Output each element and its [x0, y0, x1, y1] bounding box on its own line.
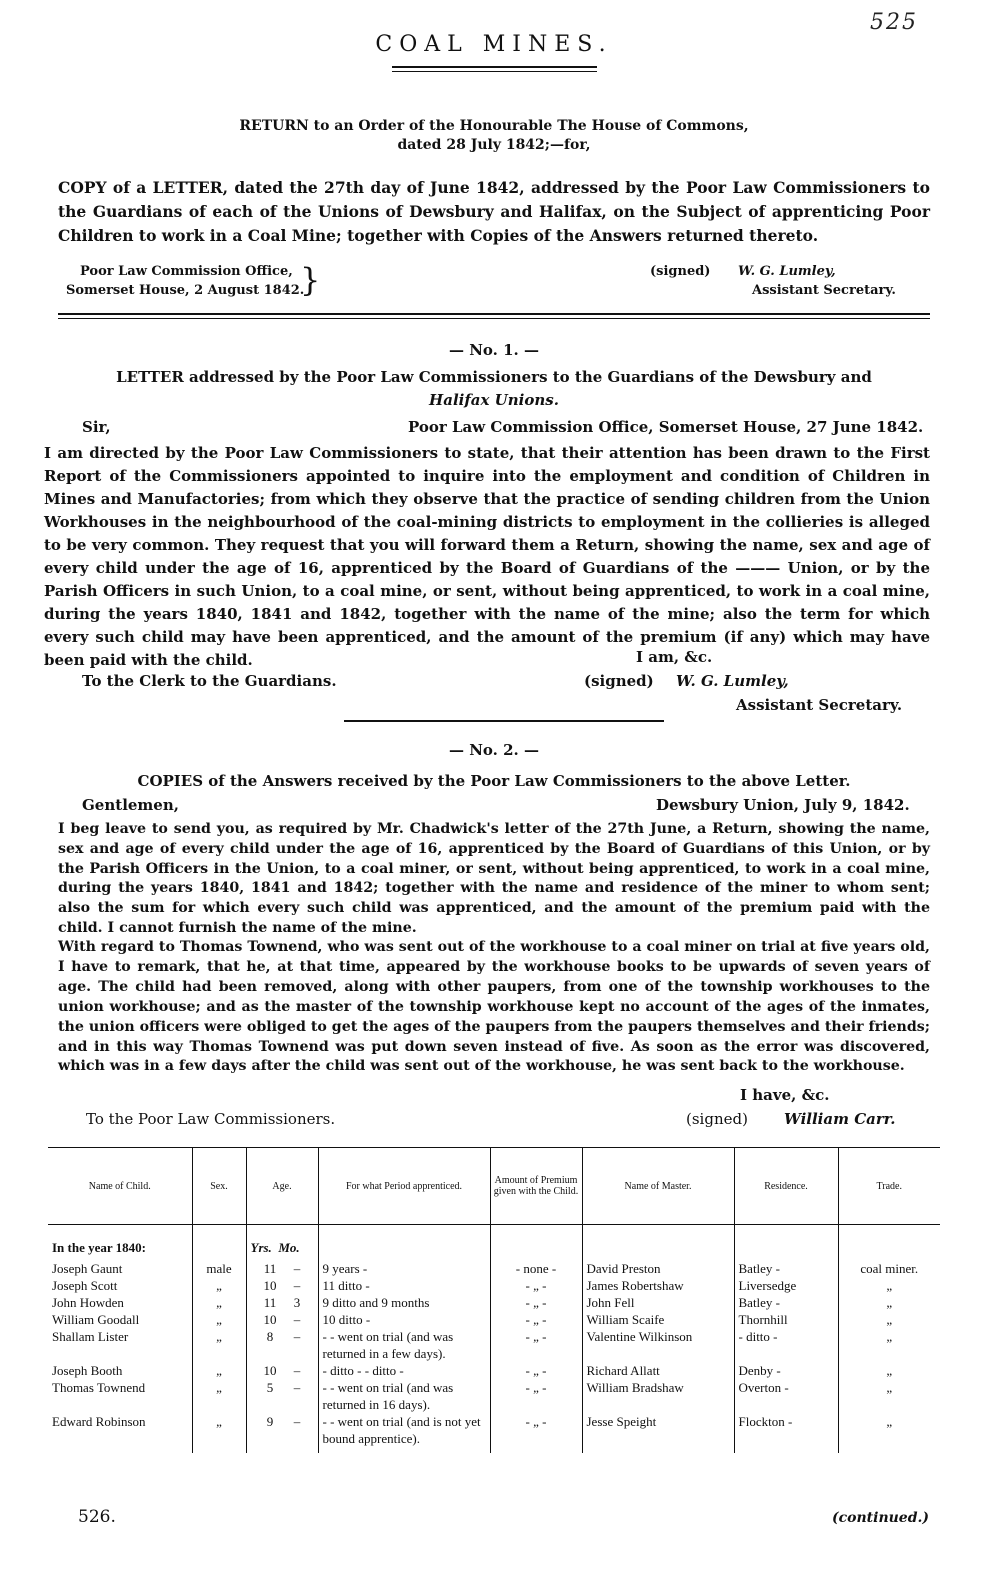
letter2-place-date: Dewsbury Union, July 9, 1842. [656, 796, 910, 814]
cell-age [246, 1311, 318, 1328]
cell-sex: „ [192, 1413, 246, 1453]
cell-name: Thomas Townend [52, 1380, 146, 1395]
cell-trade: „ [838, 1328, 940, 1362]
cell-residence: Thornhill [734, 1311, 838, 1328]
cell-master: Richard Allatt [582, 1362, 734, 1379]
cell-name: Shallam Lister [52, 1329, 129, 1344]
cell-premium: - none - [490, 1260, 582, 1277]
copy-paragraph: COPY of a LETTER, dated the 27th day of June 1842, addressed by the Poor Law Commissioners to the Guardians of each of the Unions of Dewsbury and Halifax, on the Subject of apprenticing Poor Children to work in a Coal Mine; together with Copies of the Answers returned thereto. [58, 178, 930, 245]
cell-age [246, 1413, 318, 1453]
no2-heading: — No. 2. — [449, 741, 539, 759]
title-rule-bottom [392, 71, 597, 72]
header-signer-title: Assistant Secretary. [752, 283, 896, 298]
section-rule-top [58, 313, 930, 315]
cell-trade: coal miner. [838, 1260, 940, 1277]
age-years: 9 [266, 1414, 274, 1429]
letter2-paragraph-2: With regard to Thomas Townend, who was sent out of the workhouse to a coal miner on trial at five years old, I have to remark, that he, at that time, appeared by the workhouse books to be upwards of seven years of age. The child had been removed, along with other paupers, from one of the township workhouses to the union workhouse; and as the master of the township workhouse kept no account of the ages of the inmates, the union officers were obliged to get the ages of the paupers from the paupers themselves and their friends; and in this way Thomas Townend was put down seven instead of five. As soon as the error was discovered, which was in a few days after the child was sent out of the workhouse, he was sent back to the workhouse. [58, 939, 930, 1075]
letter1-signed: (signed) [584, 672, 654, 690]
header-name-of-child: Name of Child. [48, 1148, 192, 1225]
letter1-addressee: To the Clerk to the Guardians. [82, 672, 337, 690]
cell-master: Jesse Speight [582, 1413, 734, 1453]
cell-trade: „ [838, 1294, 940, 1311]
cell-premium: - „ - [490, 1362, 582, 1379]
cell-premium: - „ - [490, 1311, 582, 1328]
cell-period: 9 years - [318, 1260, 490, 1277]
letter1-heading-line1: LETTER addressed by the Poor Law Commissioners to the Guardians of the Dewsbury and [116, 368, 872, 386]
age-years: 10 [263, 1363, 277, 1378]
cell-period: 11 ditto - [318, 1277, 490, 1294]
cell-master: Valentine Wilkinson [582, 1328, 734, 1362]
cell-residence: Liversedge [734, 1277, 838, 1294]
age-years: 11 [263, 1295, 277, 1310]
cell-age [246, 1277, 318, 1294]
page-title: COAL MINES. [375, 32, 613, 57]
no1-heading: — No. 1. — [449, 341, 539, 359]
age-months: – [293, 1278, 301, 1293]
cell-trade: „ [838, 1379, 940, 1413]
cell-master: David Preston [582, 1260, 734, 1277]
letter2-signer: William Carr. [784, 1110, 896, 1128]
cell-age [246, 1260, 318, 1277]
letter2-addressee: To the Poor Law Commissioners. [86, 1110, 336, 1128]
age-months: – [293, 1329, 301, 1344]
header-signed: (signed) [650, 264, 711, 279]
return-order-line1: RETURN to an Order of the Honourable The House of Commons, [239, 118, 749, 134]
cell-master: William Scaife [582, 1311, 734, 1328]
cell-name: William Goodall [52, 1312, 140, 1327]
cell-premium: - „ - [490, 1328, 582, 1362]
cell-premium: - „ - [490, 1277, 582, 1294]
age-years: 10 [263, 1278, 277, 1293]
cell-name: Joseph Gaunt [52, 1261, 123, 1276]
age-months: 3 [293, 1295, 301, 1310]
header-age: Age. [246, 1148, 318, 1225]
cell-period: 10 ditto - [318, 1311, 490, 1328]
page-number: 526. [78, 1507, 116, 1527]
age-months: – [293, 1261, 301, 1276]
table-year-row [48, 1235, 940, 1260]
age-months: – [293, 1414, 301, 1429]
header-brace: } [300, 261, 321, 299]
letter1-closing: I am, &c. [636, 648, 713, 666]
header-master: Name of Master. [582, 1148, 734, 1225]
table-row [48, 1277, 940, 1294]
age-months: – [293, 1312, 301, 1327]
age-years: 5 [266, 1380, 274, 1395]
apprentices-table [48, 1147, 940, 1453]
letter1-place-date: Poor Law Commission Office, Somerset House, 27 June 1842. [408, 418, 924, 436]
cell-period: - ditto - - ditto - [318, 1362, 490, 1379]
cell-trade: „ [838, 1311, 940, 1328]
copies-heading: COPIES of the Answers received by the Poor Law Commissioners to the above Letter. [137, 772, 851, 790]
header-premium: Amount of Premium given with the Child. [490, 1148, 582, 1225]
header-office-line2: Somerset House, 2 August 1842. [66, 283, 305, 298]
cell-trade: „ [838, 1413, 940, 1453]
cell-sex: „ [192, 1311, 246, 1328]
section-rule-bottom [58, 318, 930, 319]
cell-period: - - went on trial (and was returned in 16 days). [318, 1379, 490, 1413]
cell-sex: „ [192, 1362, 246, 1379]
cell-sex: „ [192, 1379, 246, 1413]
age-years: 11 [263, 1261, 277, 1276]
year-label: In the year 1840: [52, 1240, 147, 1255]
header-sex: Sex. [192, 1148, 246, 1225]
cell-name: Joseph Booth [52, 1363, 123, 1378]
cell-age [246, 1362, 318, 1379]
table-header-row [48, 1148, 940, 1225]
cell-name: Joseph Scott [52, 1278, 118, 1293]
cell-residence: Overton - [734, 1379, 838, 1413]
cell-period: - - went on trial (and is not yet bound apprentice). [318, 1413, 490, 1453]
age-unit-years: Yrs. [250, 1240, 272, 1255]
cell-residence: Denby - [734, 1362, 838, 1379]
cell-age [246, 1328, 318, 1362]
cell-trade: „ [838, 1362, 940, 1379]
cell-sex: male [192, 1260, 246, 1277]
cell-residence: Batley - [734, 1294, 838, 1311]
cell-premium: - „ - [490, 1294, 582, 1311]
letter1-salutation: Sir, [82, 418, 111, 436]
cell-name: Edward Robinson [52, 1414, 146, 1429]
age-unit-months: Mo. [278, 1240, 300, 1255]
table-row [48, 1260, 940, 1277]
table-row [48, 1379, 940, 1413]
cell-period: - - went on trial (and was returned in a few days). [318, 1328, 490, 1362]
age-years: 8 [266, 1329, 274, 1344]
letter1-signer-title: Assistant Secretary. [736, 696, 903, 714]
cell-sex: „ [192, 1294, 246, 1311]
title-rule-top [392, 66, 597, 68]
cell-master: John Fell [582, 1294, 734, 1311]
header-trade: Trade. [838, 1148, 940, 1225]
table-row [48, 1311, 940, 1328]
letter1-body: I am directed by the Poor Law Commissioners to state, that their attention has been drawn to the First Report of the Commissioners appointed to inquire into the employment and condition of Children in Mines and Manufactories; from which they observe that the practice of sending children from the Union Workhouses in the neighbourhood of the coal-mining districts to employment in the collieries is alleged to be very common. They request that you will forward them a Return, showing the name, sex and age of every child under the age of 16, apprenticed by the Board of Guardians of the ——— Union, or by the Parish Officers in such Union, to a coal mine, or sent, without being apprenticed, to work in a coal mine, during the years 1840, 1841 and 1842, together with the name of the mine; also the term for which every such child may have been apprenticed, and the amount of the premium (if any) which may have been paid with the child. [44, 444, 930, 669]
cell-premium: - „ - [490, 1413, 582, 1453]
cell-age [246, 1294, 318, 1311]
header-period: For what Period apprenticed. [318, 1148, 490, 1225]
letter-separator [344, 720, 664, 722]
letter2-signed: (signed) [686, 1110, 748, 1128]
cell-age [246, 1379, 318, 1413]
header-office-line1: Poor Law Commission Office, [80, 264, 293, 279]
cell-residence: Flockton - [734, 1413, 838, 1453]
cell-master: James Robertshaw [582, 1277, 734, 1294]
cell-period: 9 ditto and 9 months [318, 1294, 490, 1311]
cell-residence: Batley - [734, 1260, 838, 1277]
age-years: 10 [263, 1312, 277, 1327]
table-row [48, 1362, 940, 1379]
cell-premium: - „ - [490, 1379, 582, 1413]
age-months: – [293, 1380, 301, 1395]
header-signer: W. G. Lumley, [738, 264, 836, 279]
cell-sex: „ [192, 1277, 246, 1294]
letter1-heading-line2: Halifax Unions. [429, 391, 559, 409]
table-row [48, 1413, 940, 1453]
continued-label: (continued.) [832, 1510, 930, 1526]
table-row [48, 1294, 940, 1311]
letter1-signer: W. G. Lumley, [676, 672, 789, 690]
letter2-salutation: Gentlemen, [82, 796, 179, 814]
return-order-line2: dated 28 July 1842;—for, [397, 137, 591, 153]
cell-master: William Bradshaw [582, 1379, 734, 1413]
document-reference-number: 525 [870, 10, 918, 35]
age-units [246, 1235, 318, 1260]
letter2-closing: I have, &c. [740, 1086, 830, 1104]
cell-sex: „ [192, 1328, 246, 1362]
table-row [48, 1328, 940, 1362]
cell-residence: - ditto - [734, 1328, 838, 1362]
cell-name: John Howden [52, 1295, 124, 1310]
age-months: – [293, 1363, 301, 1378]
header-residence: Residence. [734, 1148, 838, 1225]
cell-trade: „ [838, 1277, 940, 1294]
letter2-paragraph-1: I beg leave to send you, as required by Mr. Chadwick's letter of the 27th June, a Return, showing the name, sex and age of every child under the age of 16, apprenticed by the Board of Guardians of this Union, or by the Parish Officers in the Union, to a coal miner, or sent, without being apprenticed, to work in a coal mine, during the years 1840, 1841 and 1842; together with the name and residence of the miner to whom sent; also the sum for which every such child was apprenticed, and the amount of the premium paid with the child. I cannot furnish the name of the mine. [58, 821, 930, 936]
